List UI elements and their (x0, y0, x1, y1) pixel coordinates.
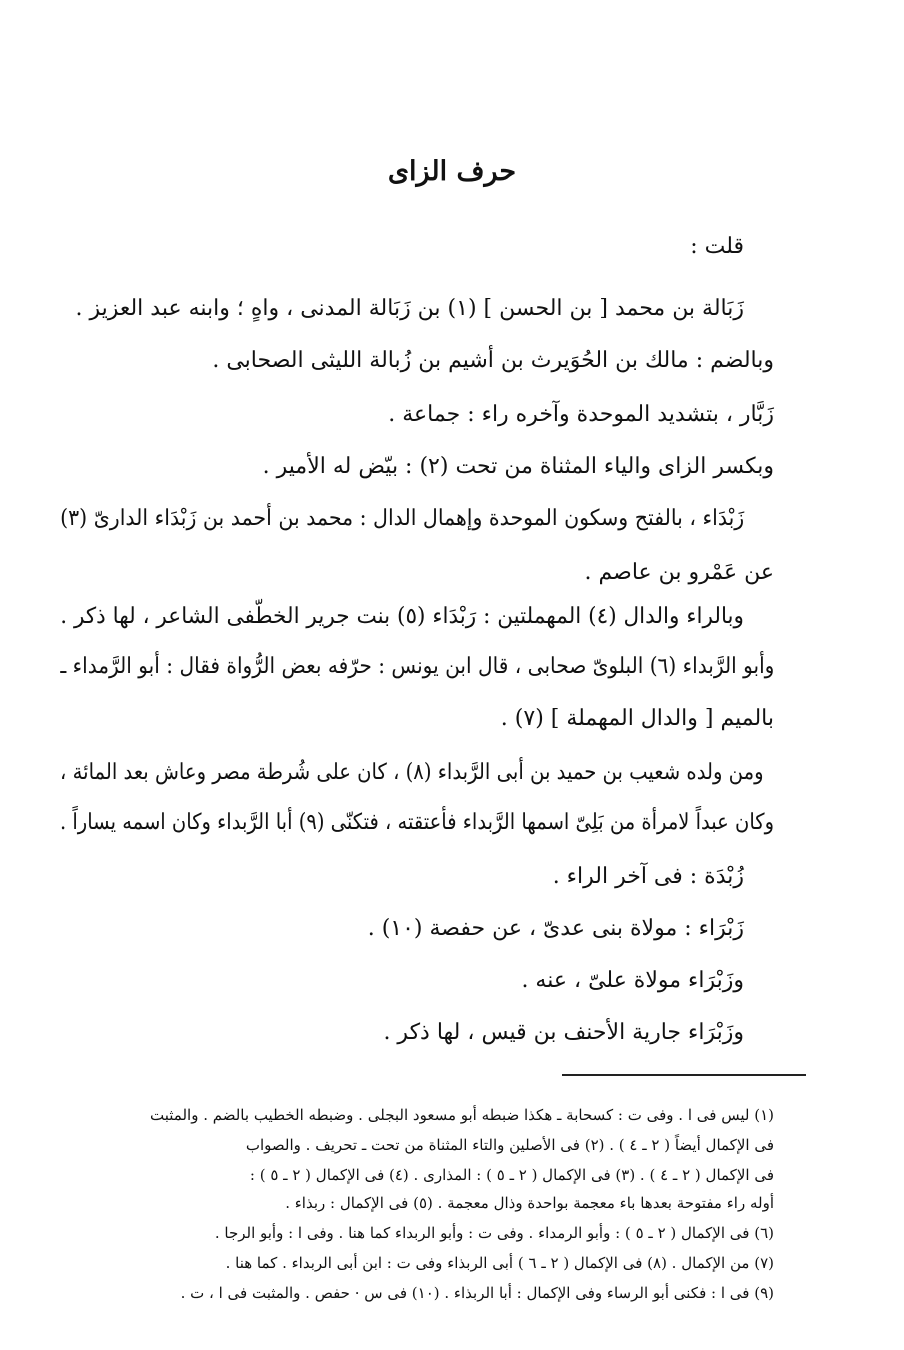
text-line: ومن ولده شعيب بن حميد بن أبى الرَّبداء (٨) ، كان على شُرطة مصر وعاش بعد المائة ، (60, 760, 764, 785)
text-line: وزَبْرَاء جارية الأحنف بن قيس ، لها ذكر . (383, 1020, 744, 1045)
text-line: بالميم [ والدال المهملة ] (٧) . (500, 706, 774, 731)
text-line: زَبَالة بن محمد [ بن الحسن ] (١) بن زَبَالة المدنى ، واهٍ ؛ وابنه عبد العزيز . (75, 296, 744, 321)
footnote-line: (٧) من الإكمال . (٨) فى الإكمال ( ٢ ـ ٦ ) أبى الربذاء وفى ت : ابن أبى الربداء . كما هنا . (225, 1254, 774, 1272)
page-title: حرف الزاى (387, 156, 517, 187)
text-line: وزَبْرَاء مولاة علىّ ، عنه . (521, 968, 744, 993)
text-line: زُبْدَة : فى آخر الراء . (552, 864, 744, 889)
text-line: زَبَّار ، بتشديد الموحدة وآخره راء : جماعة . (388, 402, 774, 427)
footnote-line: (٦) فى الإكمال ( ٢ ـ ٥ ) : وأبو الرمداء . وفى ت : وأبو الربداء كما هنا . وفى ا : وأبو الرجا . (214, 1224, 774, 1242)
footnote-separator (562, 1074, 806, 1076)
footnote-line: أوله راء مفتوحة بعدها باء معجمة بواحدة وذال معجمة . (٥) فى الإكمال : ربذاء . (285, 1194, 774, 1212)
text-line: وأبو الرَّبداء (٦) البلوىّ صحابى ، قال ابن يونس : حرّفه بعض الرُّواة فقال : أبو الرَّمداء ـ (59, 654, 774, 679)
text-line: وكان عبداً لامرأة من بَلِىّ اسمها الرَّبداء فأعتقته ، فتكنّى (٩) أبا الرَّبداء وكان اسمه يساراً . (59, 810, 774, 835)
text-line: وبالضم : مالك بن الحُوَيرث بن أشيم بن زُبالة الليثى الصحابى . (212, 348, 774, 373)
footnote-line: فى الإكمال ( ٢ ـ ٤ ) . (٣) فى الإكمال ( ٢ ـ ٥ ) : المذارى . (٤) فى الإكمال ( ٢ ـ ٥ ) : (249, 1166, 774, 1184)
footnote-line: فى الإكمال أيضاً ( ٢ ـ ٤ ) . (٢) فى الأصلين والتاء المثناة من تحت ـ تحريف . والصواب (245, 1136, 774, 1154)
text-line: زَبْدَاء ، بالفتح وسكون الموحدة وإهمال الدال : محمد بن أحمد بن زَبْدَاء الدارىّ (٣) (59, 506, 745, 531)
footnote-line: (٩) فى ا : فكنى أبو الرساء وفى الإكمال : أبا الربذاء . (١٠) فى س · حفص . والمثبت فى ا ، ت . (180, 1284, 774, 1302)
footnote-line: (١) ليس فى ا . وفى ت : كسحابة ـ هكذا ضبطه أبو مسعود البجلى . وضبطه الخطيب بالضم . والمثبت (150, 1106, 774, 1124)
text-line-intro: قلت : (690, 234, 744, 259)
text-line: عن عَمْرو بن عاصم . (584, 560, 774, 585)
text-line: وبكسر الزاى والياء المثناة من تحت (٢) : بيّض له الأمير . (262, 454, 774, 479)
text-line: زَبْرَاء : مولاة بنى عدىّ ، عن حفصة (١٠) . (367, 916, 744, 941)
text-line: وبالراء والدال (٤) المهملتين : رَبْدَاء (٥) بنت جرير الخطّفى الشاعر ، لها ذكر . (60, 604, 744, 629)
